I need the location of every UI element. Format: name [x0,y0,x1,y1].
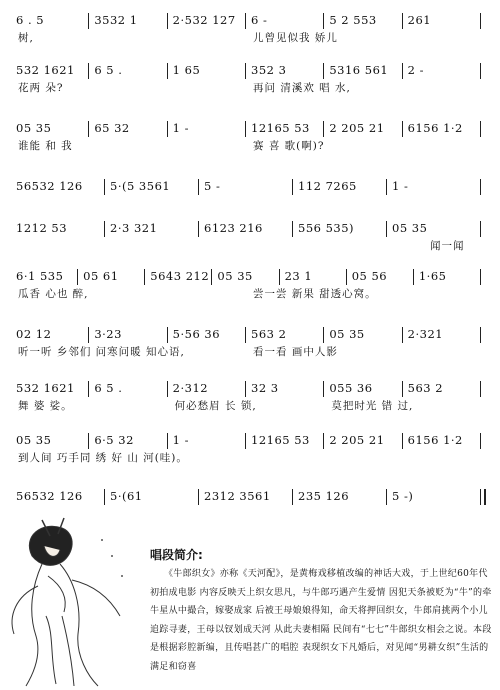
notation-line [10,326,492,344]
lyric-segment: 再问 清溪欢 唱 水, [253,82,351,94]
measure: 6156 1·2 [407,433,463,447]
measure: 5·(5 3561 [110,179,171,193]
measure: 12165 53 [251,121,310,135]
barline [245,327,246,343]
barline [104,221,105,237]
barline [88,13,89,29]
measure: 5 2 553 [329,13,377,27]
barline [323,381,324,397]
measure: 2312 3561 [204,489,271,503]
barline [386,221,387,237]
barline [402,327,403,343]
intro-body: 《牛郎织女》亦称《天河配》，是黄梅戏移植改编的神话大戏，于上世纪60年代初拍成电影 内容反映天上织女思凡，与牛郎巧遇产生爱情 因犯天条被贬为“牛”的牵牛星从中撮合，嫁娶成家 后被王母娘娘得知，命天将押回织女，牛郎肩挑两个小儿追踪寻妻，王母以钗划成天河 从此夫妻相隔 民间有“七七”牛郎织女相会之说。本段是根据彩腔新编，且传唱甚广的唱腔 表现织女下凡婚后，对见闻“男耕女织”生活的满足和窃喜 [150,569,492,672]
measure: 12165 53 [251,433,310,447]
barline [104,489,105,505]
measure: 23 1 [284,269,313,283]
barline [167,13,168,29]
measure: 1 - [172,433,190,447]
notation-line [10,62,492,80]
measure: 5·56 36 [172,327,221,341]
measure: 112 7265 [298,179,357,193]
intro-title: 唱段简介: [150,548,203,562]
notation-line [10,178,492,196]
notation-line [10,432,492,450]
barline [211,269,212,285]
measure: 1 - [392,179,409,193]
barline [386,179,387,195]
measure: 5 - [204,179,221,193]
measure: 05 35 [16,121,52,135]
notation-line [10,220,492,238]
lyric-line [10,345,492,359]
barline [77,269,78,285]
lyric-segment: 到人间 巧手同 绣 好 山 河(哇)。 [18,452,188,464]
barline [402,13,403,29]
measure: 5643 212 [150,269,210,283]
lyric-line [10,399,492,413]
measure: 055 36 [329,381,373,395]
barline [323,327,324,343]
barline [402,381,403,397]
measure: 5·(61 [110,489,143,503]
measure: 05 56 [351,269,388,283]
barline [88,121,89,137]
notation-line [10,12,492,30]
measure: 05 35 [329,327,365,341]
barline [245,121,246,137]
barline [292,221,293,237]
barline [167,63,168,79]
barline [402,63,403,79]
barline [386,489,387,505]
measure: 2·532 127 [172,13,236,27]
measure: 02 12 [16,327,52,341]
lyric-segment: 闻一闻 [430,240,465,252]
measure: 65 32 [94,121,130,135]
lyric-segment: 听一听 乡邻们 问寒问暖 知心语, [18,346,185,358]
barline [245,13,246,29]
measure: 32 3 [251,381,279,395]
notation-line [10,120,492,138]
measure: 56532 126 [16,489,83,503]
notation-line [10,268,492,286]
barline [480,121,481,137]
measure: 6 5 . [94,63,123,77]
notation-line [10,380,492,398]
measure: 6 . 5 [16,13,45,27]
measure: 6·5 32 [94,433,134,447]
measure: 05 35 [217,269,253,283]
barline [480,327,481,343]
barline [346,269,347,285]
lyric-segment: 赛 喜 歌(啊)? [253,140,325,152]
lyric-segment: 何必愁眉 长 锁, [174,400,257,412]
lyric-segment: 儿曾见似我 娇儿 [253,32,338,44]
barline [198,179,199,195]
measure: 6 5 . [94,381,123,395]
barline [245,381,246,397]
barline [88,63,89,79]
barline [198,221,199,237]
lyric-segment: 尝一尝 新果 甜透心窝。 [253,288,377,300]
lyric-segment: 看一看 画中人影 [253,346,338,358]
measure: 3·23 [94,327,122,341]
barline [480,63,481,79]
measure: 563 2 [407,381,444,395]
lyric-line [10,139,492,153]
measure: 2 205 21 [329,121,385,135]
barline [292,179,293,195]
barline [402,433,403,449]
barline [480,489,486,505]
barline [480,179,481,195]
barline [245,433,246,449]
barline [480,269,481,285]
barline [323,433,324,449]
measure: 05 35 [16,433,52,447]
lyric-segment: 花两 朵? [18,82,64,94]
measure: 3532 1 [94,13,138,27]
measure: 556 535) [298,221,355,235]
lyric-line [10,31,492,45]
measure: 563 2 [251,327,287,341]
barline [480,433,481,449]
measure: 352 3 [251,63,287,77]
lyric-segment: 树, [18,32,34,44]
fairy-illustration-image [2,516,152,688]
barline [402,121,403,137]
barline [245,63,246,79]
measure: 5316 561 [329,63,389,77]
measure: 1 65 [172,63,201,77]
lyric-line [10,451,492,465]
barline [88,433,89,449]
measure: 2 205 21 [329,433,385,447]
barline [323,121,324,137]
measure: 6156 1·2 [407,121,463,135]
barline [480,381,481,397]
lyric-segment: 谁能 和 我 [18,140,73,152]
barline [323,13,324,29]
barline [198,489,199,505]
lyric-line [10,287,492,301]
barline [480,221,481,237]
measure: 2·312 [172,381,209,395]
measure: 2·321 [407,327,444,341]
lyric-segment: 舞 婆 娑。 [18,400,73,412]
measure: 1·65 [418,269,447,283]
measure: 6123 216 [204,221,263,235]
measure: 05 61 [83,269,119,283]
measure: 235 126 [298,489,350,503]
barline [167,381,168,397]
measure: 2 - [407,63,425,77]
lyric-line [10,239,492,253]
lyric-line [10,81,492,95]
measure: 6·1 535 [16,269,64,283]
measure: 532 1621 [16,381,75,395]
measure: 5 -) [392,489,414,503]
measure: 261 [407,13,432,27]
intro-section [150,546,496,676]
barline [144,269,145,285]
barline [104,179,105,195]
barline [279,269,280,285]
measure: 1212 53 [16,221,68,235]
measure: 2·3 321 [110,221,158,235]
barline [480,13,481,29]
lyric-segment: 瓜香 心也 醉, [18,288,89,300]
barline [88,381,89,397]
barline [292,489,293,505]
barline [88,327,89,343]
notation-line [10,488,492,506]
barline [167,327,168,343]
measure: 532 1621 [16,63,75,77]
measure: 56532 126 [16,179,83,193]
barline [413,269,414,285]
lyric-segment: 莫把时光 错 过, [331,400,414,412]
barline [167,121,168,137]
barline [167,433,168,449]
barline [323,63,324,79]
measure: 05 35 [392,221,428,235]
measure: 1 - [172,121,190,135]
measure: 6 - [251,13,268,27]
